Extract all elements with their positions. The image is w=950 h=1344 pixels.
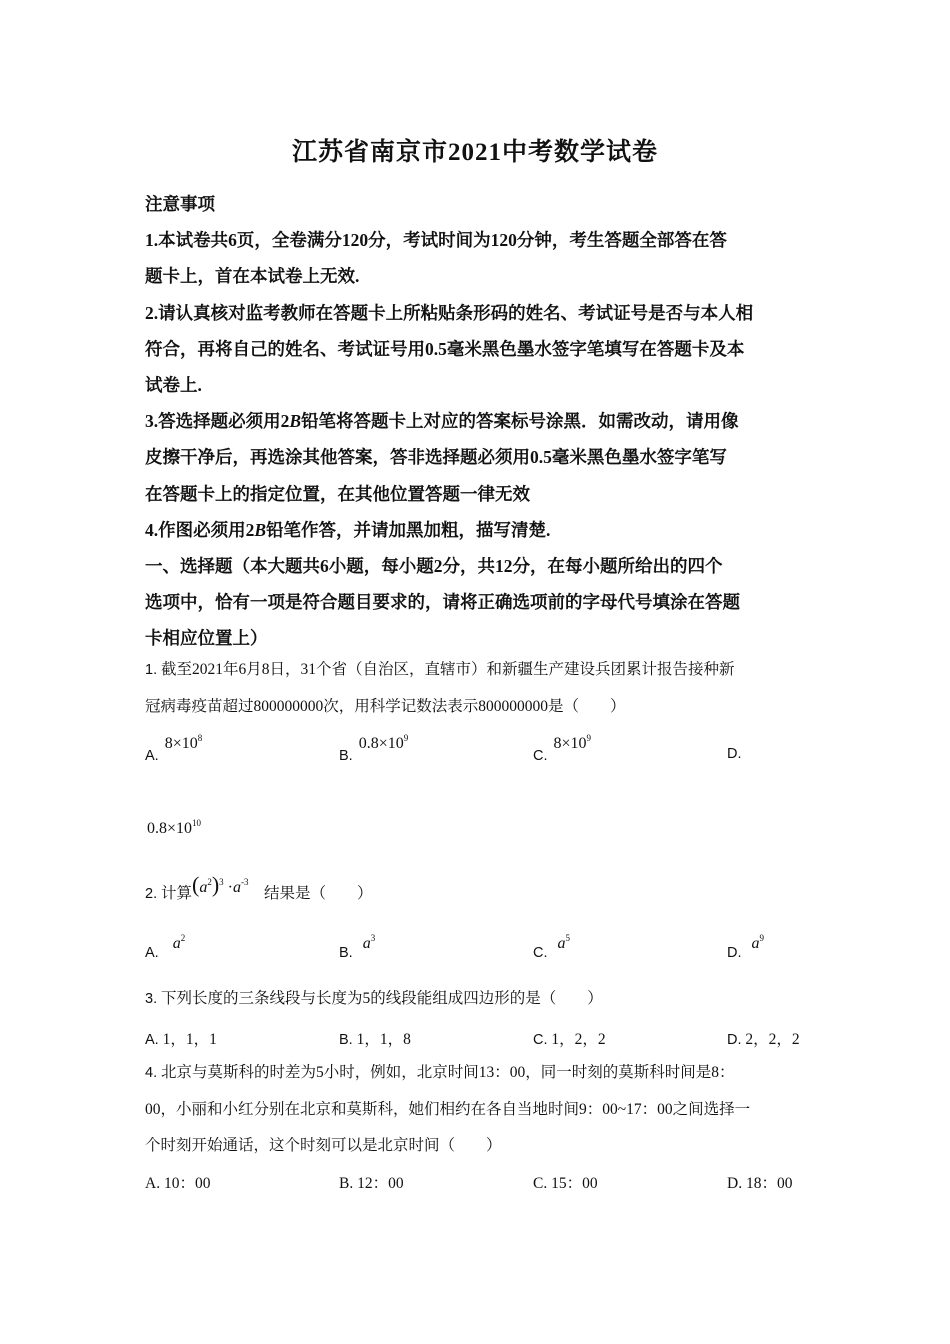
note-3a-post: 铅笔将答题卡上对应的答案标号涂黑．如需改动，请用像 [301, 411, 739, 432]
option-math [558, 935, 571, 952]
note-3a-pre: 3.答选择题必须用2 [145, 411, 290, 432]
var-a: a [232, 879, 241, 896]
q4-text-1: 北京与莫斯科的时差为5小时，例如，北京时间13：00，同一时刻的莫斯科时间是8： [157, 1064, 735, 1081]
math-base: 0.8×10 [358, 735, 404, 752]
option-value: 1，2，2 [547, 1031, 606, 1048]
q4-option-b[interactable]: B. 12：00 [339, 1175, 404, 1192]
q1-text-1: 截至2021年6月8日，31个省（自治区，直辖市）和新疆生产建设兵团累计报告接种新 [157, 661, 735, 678]
pencil-grade: B [254, 519, 267, 540]
note-4-pre: 4.作图必须用2 [145, 519, 255, 540]
var: a [557, 935, 566, 952]
q3-line [145, 981, 815, 1018]
q1-number: 1. [145, 662, 158, 678]
q2-option-a[interactable] [145, 933, 186, 962]
section-1b: 选项中，恰有一项是符合题目要求的，请将正确选项前的字母代号填涂在答题 [145, 592, 740, 613]
note-3b: 皮擦干净后，再选涂其他答案，答非选择题必须用0.5毫米黑色墨水签字笔写 [145, 447, 727, 468]
outer-exponent: 3 [219, 877, 224, 887]
question-3 [145, 981, 815, 1018]
q4-option-d[interactable]: D. 18：00 [727, 1175, 793, 1192]
section-1a: 一、选择题（本大题共6小题，每小题2分，共12分，在每小题所给出的四个 [145, 556, 723, 577]
note-2b: 符合，再将自己的姓名、考试证号用0.5毫米黑色墨水签字笔填写在答题卡及本 [145, 338, 745, 359]
option-label: C. [533, 1032, 548, 1048]
question-2 [145, 870, 815, 913]
q2-number: 2. [145, 886, 158, 902]
note-1b: 题卡上，首在本试卷上无效. [145, 266, 360, 287]
option-label: D. [727, 746, 742, 762]
q4-options [145, 1171, 825, 1205]
math-exponent: 9 [403, 733, 409, 743]
option-math [359, 735, 409, 752]
math-base: 8×10 [553, 735, 587, 752]
option-label: B. [339, 945, 353, 961]
option-label: A. [145, 748, 159, 764]
paren-open: ( [191, 872, 200, 897]
q1-option-d[interactable] [727, 745, 742, 763]
math-base: 8×10 [164, 735, 198, 752]
inner-exponent: 2 [207, 877, 212, 887]
math-exponent: 8 [197, 733, 203, 743]
option-label: C. [533, 748, 548, 764]
q1-line-2: 冠病毒疫苗超过800000000次，用科学记数法表示800000000是（ ） [145, 697, 626, 715]
option-math [752, 935, 765, 952]
q4-line-2: 00，小丽和小红分别在北京和莫斯科，她们相约在各自当地时间9：00~17：00之间选择一 [145, 1100, 751, 1118]
q3-number: 3. [145, 991, 158, 1007]
option-label: B. [339, 1032, 353, 1048]
q3-option-d[interactable] [727, 1027, 800, 1049]
q2-text-pre: 计算 [157, 885, 192, 902]
option-label: D. [727, 945, 742, 961]
question-1 [145, 652, 815, 725]
note-2c: 试卷上. [145, 375, 202, 396]
math-exponent: 9 [586, 733, 592, 743]
q2-options [145, 933, 825, 976]
math-exponent: 3 [370, 933, 376, 943]
option-math [173, 935, 186, 952]
q1-option-d-value [147, 818, 201, 838]
question-4 [145, 1055, 815, 1165]
q3-option-b[interactable] [339, 1027, 411, 1049]
math-exponent: 9 [759, 933, 764, 943]
pencil-grade: B [289, 411, 302, 432]
q4-line-3: 个时刻开始通话，这个时刻可以是北京时间（ ） [145, 1137, 502, 1154]
option-math [554, 735, 592, 752]
note-4 [145, 512, 815, 548]
q4-line-1 [145, 1055, 815, 1092]
section-1c: 卡相应位置上） [145, 628, 268, 649]
option-label: B. [339, 748, 353, 764]
option-label: C. [533, 945, 548, 961]
math-base: 0.8×10 [147, 820, 193, 837]
note-3c: 在答题卡上的指定位置，在其他位置答题一律无效 [145, 483, 530, 504]
q3-text: 下列长度的三条线段与长度为5的线段能组成四边形的是（ ） [157, 990, 603, 1007]
q2-option-c[interactable] [533, 933, 570, 962]
option-label: D. [727, 1032, 742, 1048]
math-exponent: 2 [180, 933, 186, 943]
q4-option-c[interactable]: C. 15：00 [533, 1175, 598, 1192]
var-a: a [199, 879, 208, 896]
option-math [363, 935, 376, 952]
notes-section [145, 186, 815, 657]
q2-option-b[interactable] [339, 933, 376, 962]
option-label: A. [145, 945, 159, 961]
var: a [172, 935, 181, 952]
note-4-post: 铅笔作答，并请加黑加粗，描写清楚. [266, 519, 551, 540]
q3-option-a[interactable] [145, 1027, 217, 1049]
note-1a: 1.本试卷共6页，全卷满分120分，考试时间为120分钟，考生答题全部答在答 [145, 230, 727, 251]
note-2a: 2.请认真核对监考教师在答题卡上所粘贴条形码的姓名、考试证号是否与本人相 [145, 302, 754, 323]
negative-exponent: -3 [240, 877, 249, 887]
option-value: 2，2，2 [741, 1031, 800, 1048]
q4-number: 4. [145, 1065, 158, 1081]
page-title: 江苏省南京市2021中考数学试卷 [291, 139, 658, 166]
dot-operator: · [227, 879, 233, 896]
q3-option-c[interactable] [533, 1027, 606, 1049]
q1-line-1 [145, 652, 815, 689]
q2-expression [191, 872, 249, 897]
note-3a [145, 403, 815, 439]
q2-option-d[interactable] [727, 933, 764, 962]
math-exponent: 10 [192, 818, 202, 828]
math-exponent: 5 [565, 933, 570, 943]
option-value: 1，1，8 [352, 1031, 411, 1048]
option-math [165, 735, 203, 752]
q2-line [145, 870, 815, 913]
var: a [362, 935, 371, 952]
option-label: A. [145, 1032, 159, 1048]
var: a [751, 935, 760, 952]
q4-option-a[interactable]: A. 10：00 [145, 1175, 211, 1192]
notes-heading: 注意事项 [145, 194, 215, 214]
q2-text-post: 结果是（ ） [263, 885, 373, 902]
paren-close: ) [211, 872, 220, 897]
option-value: 1，1，1 [158, 1031, 217, 1048]
